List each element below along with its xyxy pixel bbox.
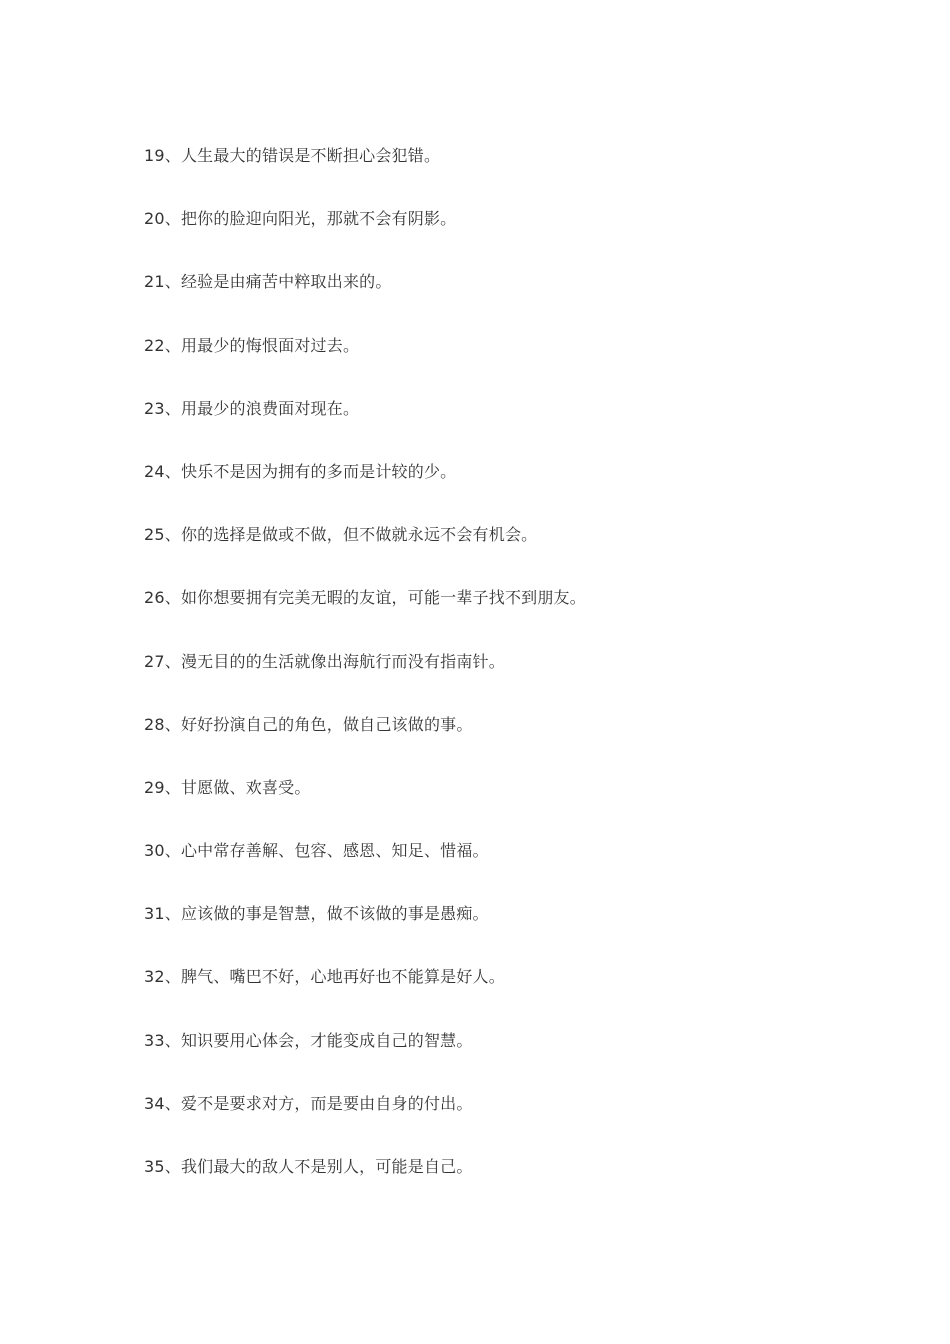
- quote-item: 22、用最少的悔恨面对过去。: [144, 335, 360, 355]
- quote-list: [144, 142, 844, 1216]
- quote-item: 21、经验是由痛苦中粹取出来的。: [144, 272, 392, 292]
- quote-item: 24、快乐不是因为拥有的多而是计较的少。: [144, 461, 457, 481]
- quote-item: 19、人生最大的错误是不断担心会犯错。: [144, 146, 441, 165]
- quote-item: 35、我们最大的敌人不是别人，可能是自己。: [144, 1157, 473, 1176]
- quote-item: 23、用最少的浪费面对现在。: [144, 398, 360, 418]
- quote-item: 30、心中常存善解、包容、感恩、知足、惜福。: [144, 841, 489, 861]
- quote-item: 25、你的选择是做或不做，但不做就永远不会有机会。: [144, 525, 538, 545]
- quote-item: 33、知识要用心体会，才能变成自己的智慧。: [144, 1030, 473, 1050]
- quote-item: 27、漫无目的的生活就像出海航行而没有指南针。: [144, 651, 505, 671]
- quote-item: 34、爱不是要求对方，而是要由自身的付出。: [144, 1093, 473, 1113]
- quote-item: 31、应该做的事是智慧，做不该做的事是愚痴。: [144, 904, 489, 924]
- quote-item: 26、如你想要拥有完美无暇的友谊，可能一辈子找不到朋友。: [144, 588, 586, 608]
- quote-item: 28、好好扮演自己的角色，做自己该做的事。: [144, 714, 473, 734]
- quote-item: 20、把你的脸迎向阳光，那就不会有阴影。: [144, 209, 457, 229]
- quote-item: 32、脾气、嘴巴不好，心地再好也不能算是好人。: [144, 967, 505, 987]
- quote-item: 29、甘愿做、欢喜受。: [144, 777, 311, 797]
